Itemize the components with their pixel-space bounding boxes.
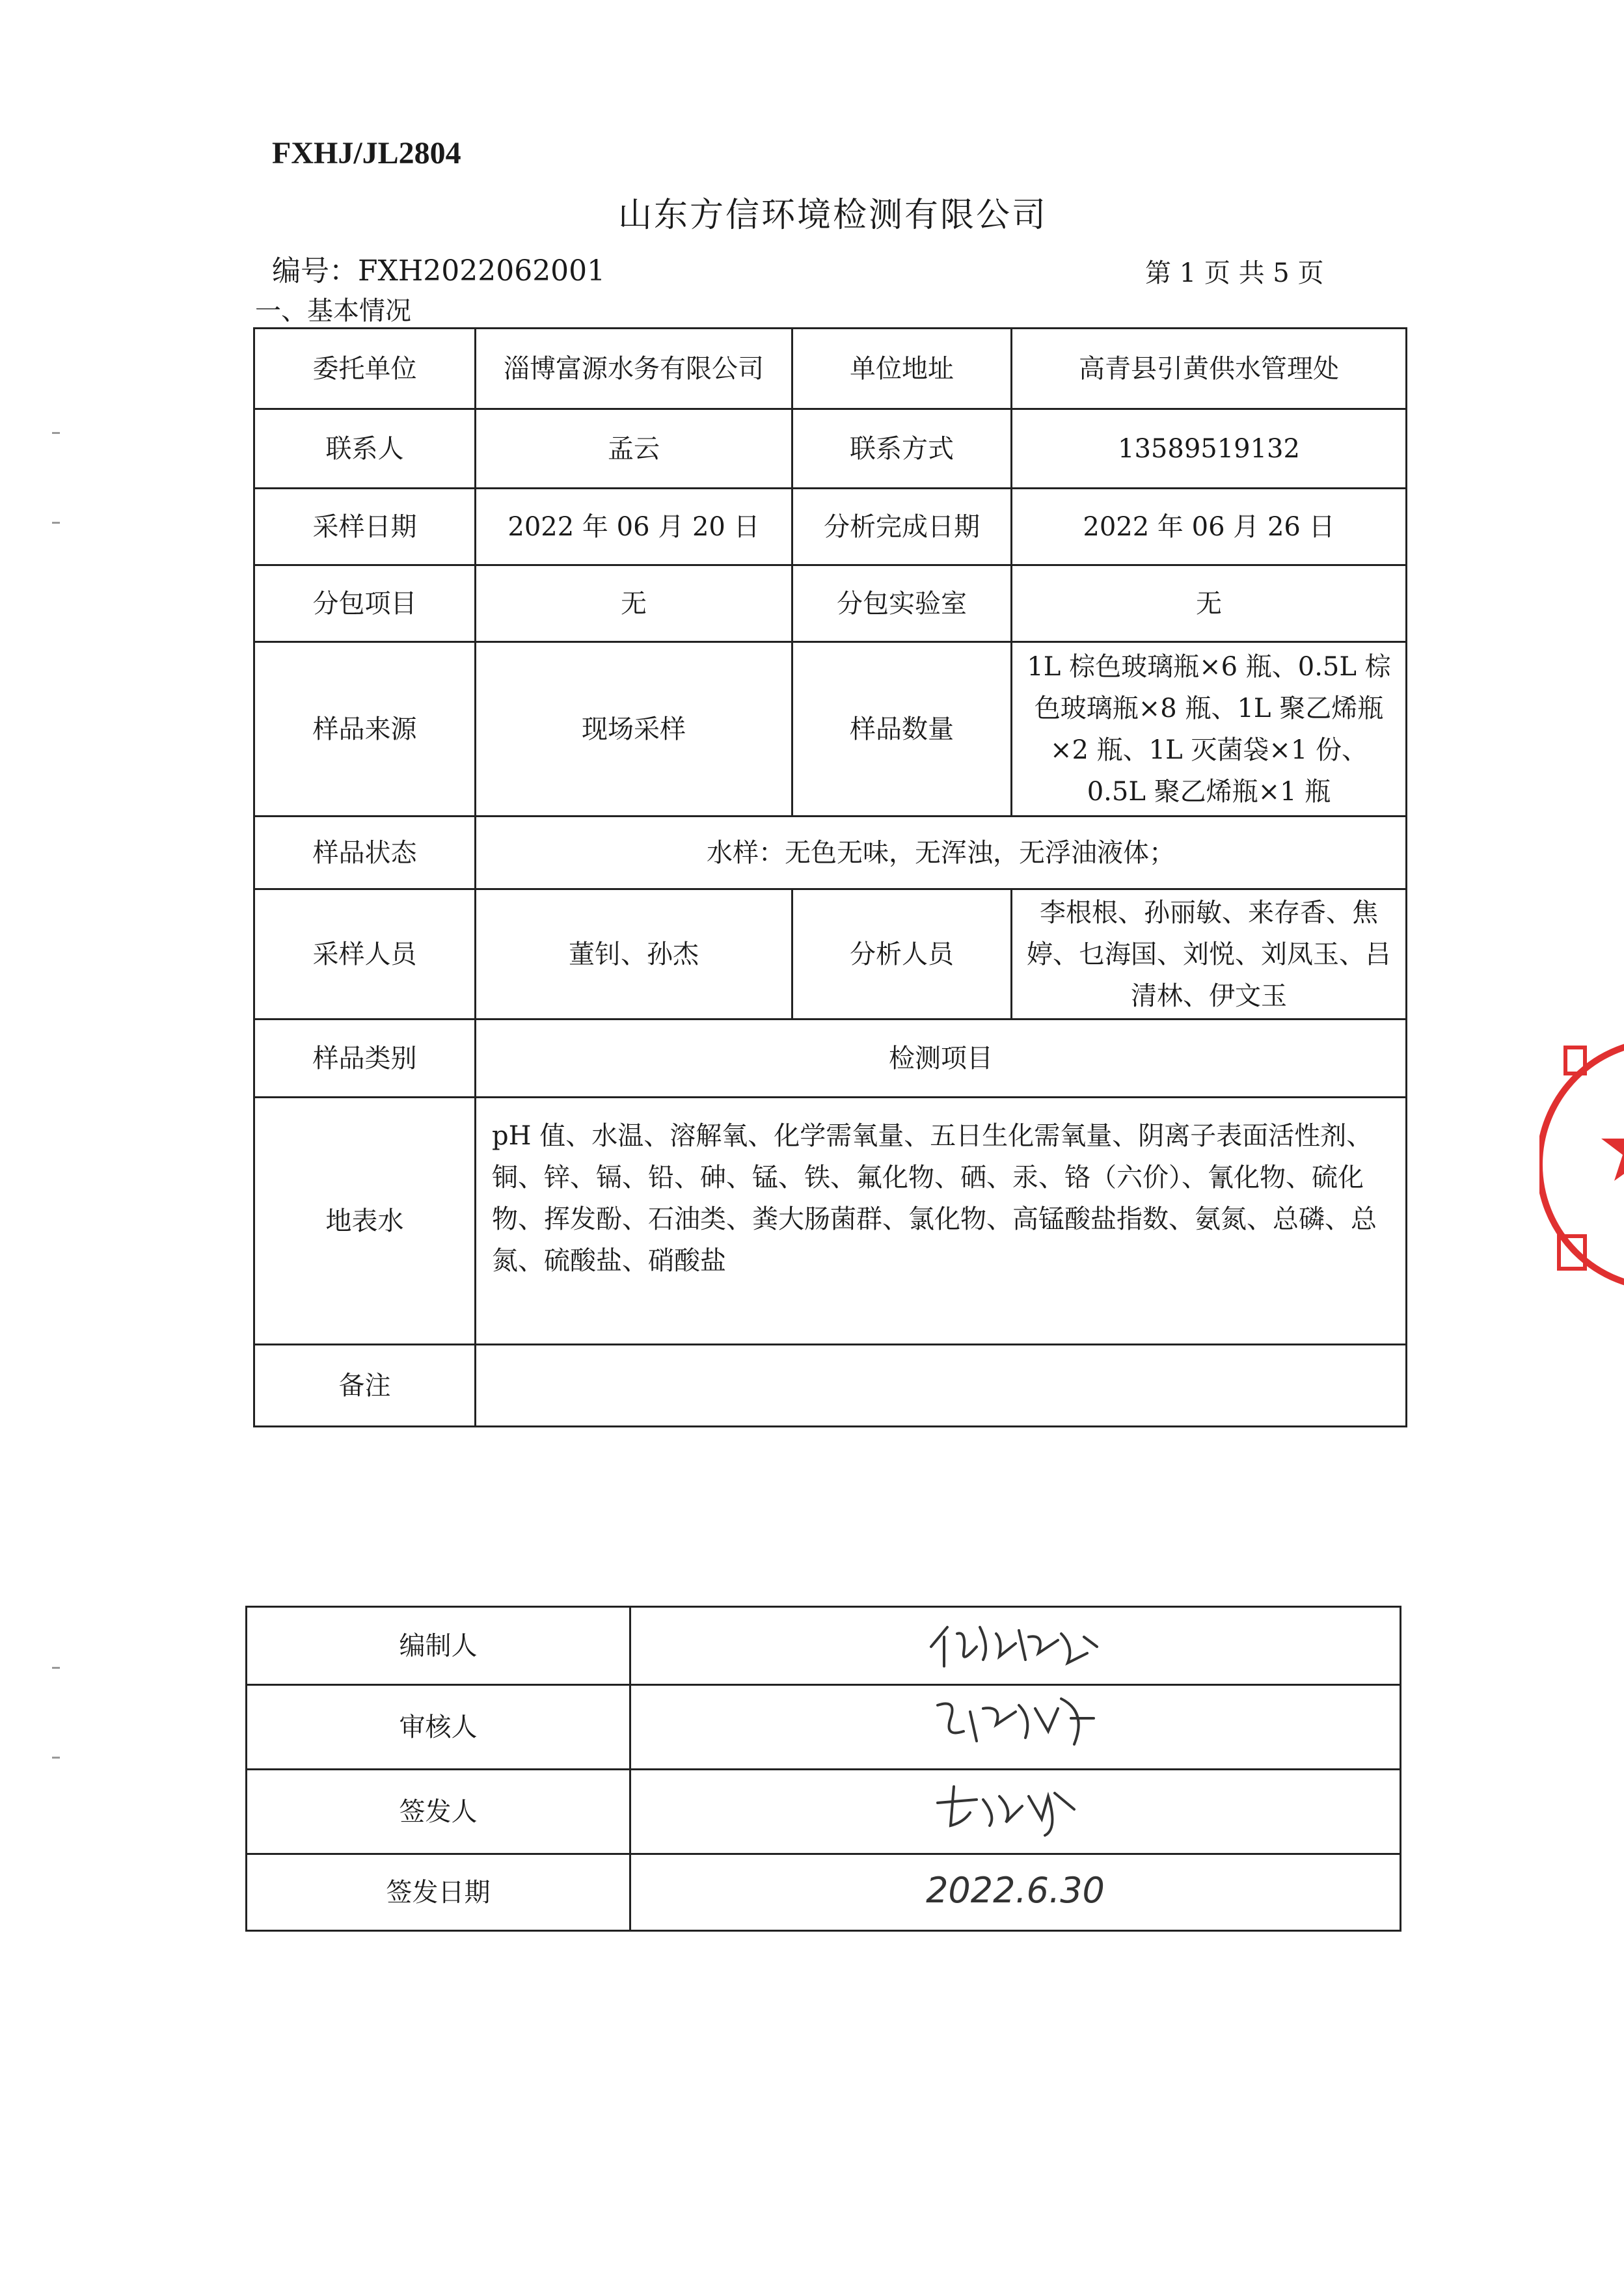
margin-mark [52, 1667, 60, 1669]
category-label: 样品类别 [254, 1020, 476, 1098]
signature-table [245, 1606, 1401, 1932]
sampling-date-value: 2022 年 06 月 20 日 [476, 489, 792, 565]
remark-value [476, 1345, 1407, 1427]
surface-water-label: 地表水 [254, 1098, 476, 1345]
state-label: 样品状态 [254, 817, 476, 889]
sublab-value: 无 [1012, 565, 1407, 642]
table-row [247, 1770, 1401, 1854]
reviewer-signature [630, 1685, 1401, 1770]
document-code: FXHJ/JL2804 [272, 136, 461, 170]
table-row [247, 1854, 1401, 1931]
source-value: 现场采样 [476, 642, 792, 817]
phone-label: 联系方式 [792, 409, 1012, 489]
table-row [247, 1685, 1401, 1770]
source-label: 样品来源 [254, 642, 476, 817]
table-row [254, 889, 1407, 1020]
subcontract-value: 无 [476, 565, 792, 642]
company-title: 山东方信环境检测有限公司 [617, 196, 1048, 235]
table-row [247, 1607, 1401, 1685]
section-heading: 一、基本情况 [255, 296, 411, 326]
quantity-label: 样品数量 [792, 642, 1012, 817]
compiler-label: 编制人 [247, 1607, 630, 1685]
table-row [254, 817, 1407, 889]
subcontract-label: 分包项目 [254, 565, 476, 642]
compiler-signature [630, 1607, 1401, 1685]
analysis-date-label: 分析完成日期 [792, 489, 1012, 565]
margin-mark [52, 1757, 60, 1759]
test-items: pH 值、水温、溶解氧、化学需氧量、五日生化需氧量、阴离子表面活性剂、铜、锌、镉、铅、砷、锰、铁、氟化物、硒、汞、铬（六价）、氰化物、硫化物、挥发酚、石油类、粪大肠菌群、氯化物、高锰酸盐指数、氨氮、总磷、总氮、硫酸盐、硝酸盐 [476, 1098, 1407, 1345]
table-row [254, 1020, 1407, 1098]
sampling-date-label: 采样日期 [254, 489, 476, 565]
report-number: 编号：FXH2022062001 [272, 254, 606, 288]
company-seal-stamp [1539, 1002, 1624, 1327]
page-indicator: 第 1 页 共 5 页 [1145, 258, 1324, 288]
table-row [254, 409, 1407, 489]
handwritten-issue-date: 2022.6.30 [926, 1870, 1105, 1911]
samplers-label: 采样人员 [254, 889, 476, 1020]
table-row [254, 642, 1407, 817]
analysts-value: 李根根、孙丽敏、来存香、焦婷、乜海国、刘悦、刘凤玉、吕清林、伊文玉 [1012, 889, 1407, 1020]
handwritten-signature-issuer [918, 1770, 1113, 1842]
issuer-label: 签发人 [247, 1770, 630, 1854]
contact-value: 孟云 [476, 409, 792, 489]
margin-mark [52, 522, 60, 524]
margin-mark [52, 432, 60, 434]
items-header: 检测项目 [476, 1020, 1407, 1098]
client-value: 淄博富源水务有限公司 [476, 329, 792, 409]
handwritten-signature-reviewer [918, 1686, 1113, 1757]
quantity-value: 1L 棕色玻璃瓶×6 瓶、0.5L 棕色玻璃瓶×8 瓶、1L 聚乙烯瓶×2 瓶、1L 灭菌袋×1 份、0.5L 聚乙烯瓶×1 瓶 [1012, 642, 1407, 817]
address-label: 单位地址 [792, 329, 1012, 409]
table-row [254, 489, 1407, 565]
samplers-value: 董钊、孙杰 [476, 889, 792, 1020]
analysis-date-value: 2022 年 06 月 26 日 [1012, 489, 1407, 565]
sublab-label: 分包实验室 [792, 565, 1012, 642]
contact-label: 联系人 [254, 409, 476, 489]
reviewer-label: 审核人 [247, 1685, 630, 1770]
basic-info-table [253, 327, 1407, 1427]
table-row [254, 329, 1407, 409]
table-row [254, 565, 1407, 642]
phone-value: 13589519132 [1012, 409, 1407, 489]
address-value: 高青县引黄供水管理处 [1012, 329, 1407, 409]
remark-label: 备注 [254, 1345, 476, 1427]
handwritten-signature-compiler [918, 1608, 1113, 1673]
client-label: 委托单位 [254, 329, 476, 409]
issuer-signature [630, 1770, 1401, 1854]
issue-date-value [630, 1854, 1401, 1931]
table-row [254, 1098, 1407, 1345]
issue-date-label: 签发日期 [247, 1854, 630, 1931]
state-value: 水样：无色无味，无浑浊，无浮油液体； [476, 817, 1407, 889]
analysts-label: 分析人员 [792, 889, 1012, 1020]
table-row [254, 1345, 1407, 1427]
